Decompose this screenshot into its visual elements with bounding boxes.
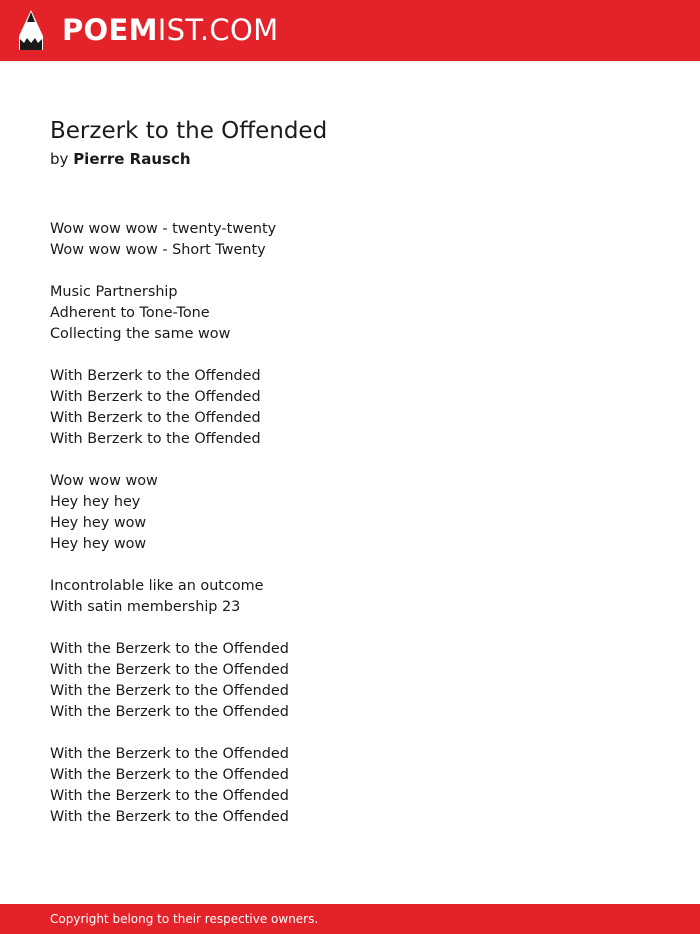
poem-stanza: [50, 639, 289, 723]
poem-line: Incontrolable like an outcome: [50, 578, 264, 594]
poem-line: With the Berzerk to the Offended: [50, 704, 289, 720]
poem-stanza: [50, 282, 289, 345]
poem-author: Pierre Rausch: [73, 150, 191, 168]
poem-line: With the Berzerk to the Offended: [50, 809, 289, 825]
poem-line: With the Berzerk to the Offended: [50, 641, 289, 657]
poem-line: With the Berzerk to the Offended: [50, 683, 289, 699]
poem-line: With Berzerk to the Offended: [50, 368, 261, 384]
poem-body: [50, 219, 289, 849]
poem-stanza: [50, 219, 289, 261]
poem-stanza: [50, 744, 289, 828]
poem-line: Hey hey wow: [50, 536, 147, 552]
poem-title: Berzerk to the Offended: [50, 118, 328, 144]
poem-line: With the Berzerk to the Offended: [50, 746, 289, 762]
poem-line: Wow wow wow - twenty-twenty: [50, 221, 277, 237]
poem-line: Wow wow wow: [50, 473, 158, 489]
site-footer: [0, 904, 700, 934]
poem-line: With Berzerk to the Offended: [50, 389, 261, 405]
copyright-text: Copyright belong to their respective owners.: [50, 912, 319, 926]
poem-stanza: [50, 576, 289, 618]
poem-line: Hey hey hey: [50, 494, 141, 510]
poem-line: Collecting the same wow: [50, 326, 231, 342]
poem-line: With Berzerk to the Offended: [50, 410, 261, 426]
site-header: [0, 0, 700, 61]
logo-light-text: IST.COM: [157, 13, 279, 47]
logo-bold-text: POEM: [62, 13, 158, 47]
poem-line: Wow wow wow - Short Twenty: [50, 242, 266, 258]
poem-line: With satin membership 23: [50, 599, 241, 615]
poem-line: With Berzerk to the Offended: [50, 431, 261, 447]
site-logo[interactable]: [62, 11, 278, 49]
poem-line: Hey hey wow: [50, 515, 147, 531]
poem-line: With the Berzerk to the Offended: [50, 767, 289, 783]
poem-line: With the Berzerk to the Offended: [50, 788, 289, 804]
poem-stanza: [50, 471, 289, 555]
poem-line: With the Berzerk to the Offended: [50, 662, 289, 678]
poem-stanza: [50, 366, 289, 450]
poem-line: Music Partnership: [50, 284, 178, 300]
poem-byline: [50, 148, 191, 170]
by-label: by: [50, 150, 69, 168]
poem-line: Adherent to Tone-Tone: [50, 305, 210, 321]
pencil-tip-icon[interactable]: [18, 9, 44, 51]
